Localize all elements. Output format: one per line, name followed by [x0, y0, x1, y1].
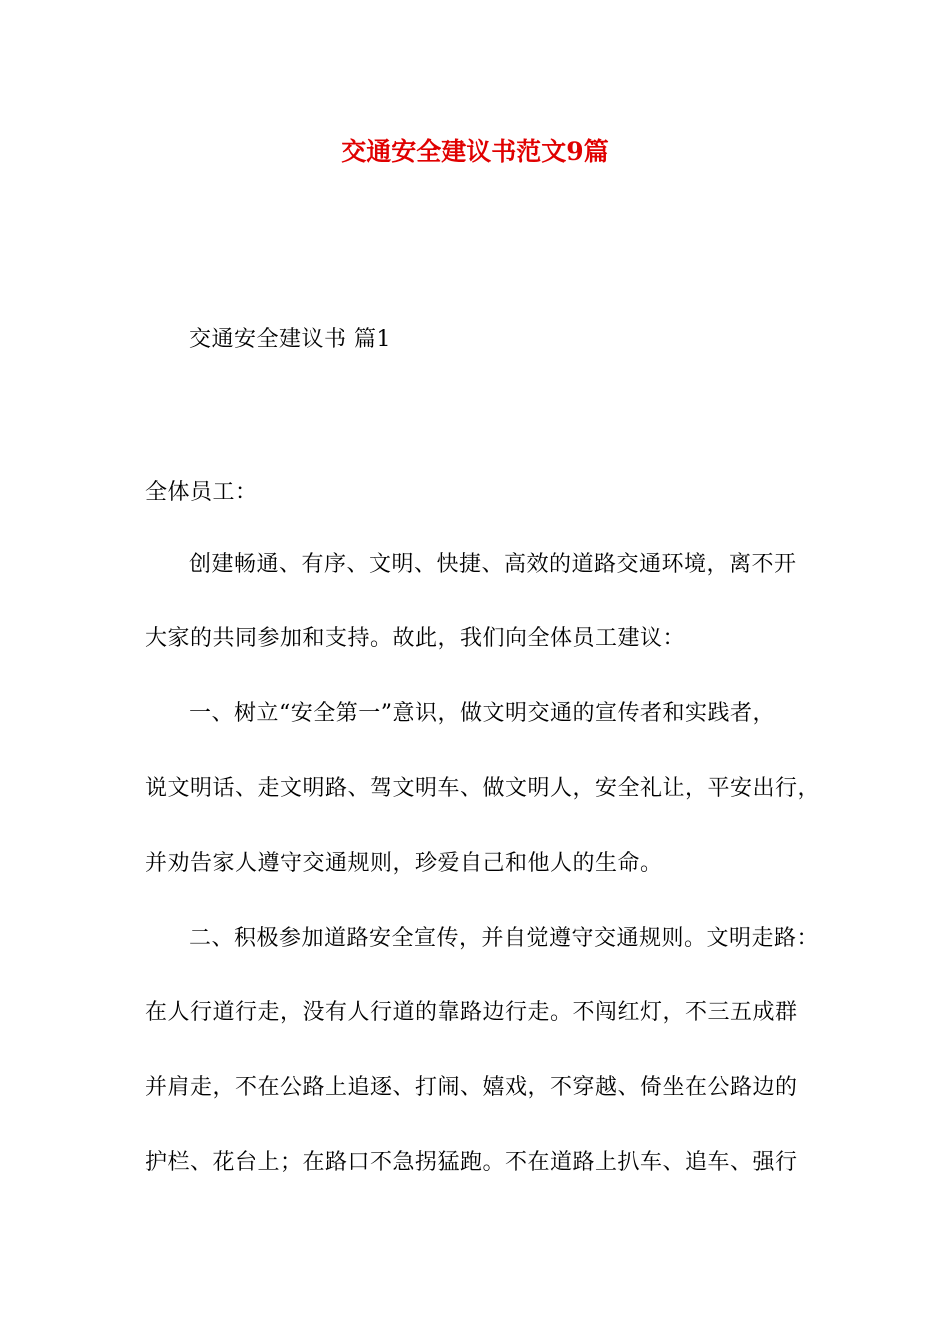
body-line: 一、树立“安全第一”意识，做文明交通的宣传者和实践者，	[189, 701, 775, 726]
body-line: 在人行道行走，没有人行道的靠路边行走。不闯红灯，不三五成群	[145, 1000, 798, 1025]
body-line: 并劝告家人遵守交通规则，珍爱自己和他人的生命。	[145, 851, 663, 876]
body-line: 并肩走，不在公路上追逐、打闹、嬉戏，不穿越、倚坐在公路边的	[145, 1075, 798, 1100]
salutation: 全体员工：	[145, 480, 258, 505]
body-line: 说文明话、走文明路、驾文明车、做文明人，安全礼让，平安出行，	[145, 776, 821, 801]
body-line: 大家的共同参加和支持。故此，我们向全体员工建议：	[145, 626, 686, 651]
body-line: 护栏、花台上；在路口不急拐猛跑。不在道路上扒车、追车、强行	[145, 1150, 798, 1175]
body-line: 创建畅通、有序、文明、快捷、高效的道路交通环境，离不开	[189, 552, 797, 577]
document-title: 交通安全建议书范文9篇	[341, 137, 609, 166]
section-heading: 交通安全建议书 篇1	[189, 327, 391, 352]
body-line: 二、积极参加道路安全宣传，并自觉遵守交通规则。文明走路：	[189, 926, 820, 951]
